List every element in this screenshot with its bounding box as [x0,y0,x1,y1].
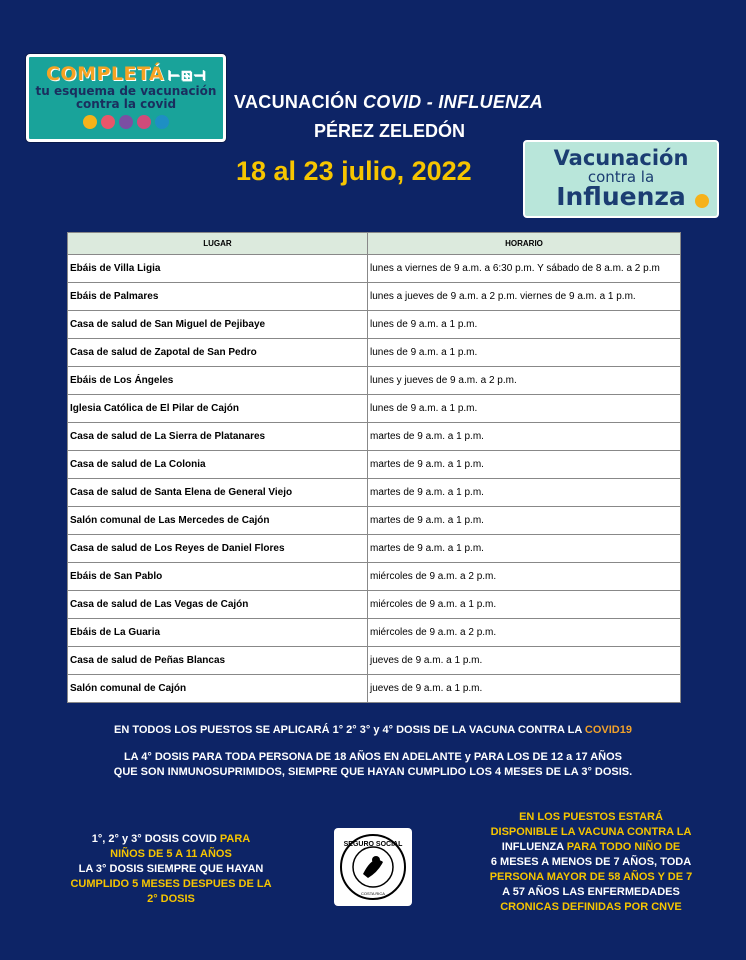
cell-lugar: Iglesia Católica de El Pilar de Cajón [68,395,368,423]
cell-lugar: Casa de salud de La Colonia [68,451,368,479]
cell-horario: lunes a jueves de 9 a.m. a 2 p.m. viernes de 9 a.m. a 1 p.m. [368,283,681,311]
header-horario: HORARIO [368,233,681,255]
badge-completa-line1: tu esquema de vacunación [35,84,217,98]
table-row [68,283,681,311]
svg-text:COSTA RICA: COSTA RICA [361,891,385,896]
cell-horario: lunes de 9 a.m. a 1 p.m. [368,395,681,423]
table-row [68,647,681,675]
cell-lugar: Salón comunal de Cajón [68,675,368,703]
note-doses: EN TODOS LOS PUESTOS SE APLICARÁ 1° 2° 3° y 4° DOSIS DE LA VACUNA CONTRA LA COVID19 [114,724,632,736]
table-row [68,535,681,563]
page-title-italic: COVID - INFLUENZA [362,92,544,112]
page-subtitle: PÉREZ ZELEDÓN [314,121,466,141]
cell-horario: jueves de 9 a.m. a 1 p.m. [368,647,681,675]
cell-lugar: Casa de salud de Las Vegas de Cajón [68,591,368,619]
table-row [68,255,681,283]
table-row [68,451,681,479]
badge-flu-line2: contra la [587,168,655,186]
person-icon [101,115,115,129]
header-lugar: LUGAR [68,233,368,255]
svg-text:SEGURO SOCIAL: SEGURO SOCIAL [343,841,403,848]
badge-flu-line3: Influenza [556,182,686,211]
table-row [68,395,681,423]
cell-lugar: Ebáis de La Guaria [68,619,368,647]
badge-completa-title: COMPLETÁ [45,63,165,85]
date-range: 18 al 23 julio, 2022 [236,156,472,186]
table-row [68,479,681,507]
syringe-circle-icon [155,115,169,129]
table-row [68,507,681,535]
syringe-icon: ⊢⊞⊣ [167,68,207,84]
children-dose-note: 1°, 2° y 3° DOSIS COVID PARA NIÑOS DE 5 A 11 AÑOS LA 3° DOSIS SIEMPRE QUE HAYAN CUMPLIDO 5 MESES DESPUES DE LA 2° DOSIS [70,833,272,905]
cell-lugar: Ebáis de Villa Ligia [68,255,368,283]
cell-lugar: Ebáis de Los Ángeles [68,367,368,395]
table-row [68,675,681,703]
cell-horario: miércoles de 9 a.m. a 2 p.m. [368,563,681,591]
sun-icon [695,194,709,208]
seguro-social-logo [334,828,412,906]
table-row [68,591,681,619]
cell-horario: martes de 9 a.m. a 1 p.m. [368,451,681,479]
table-header-row [68,233,681,255]
cell-horario: miércoles de 9 a.m. a 1 p.m. [368,591,681,619]
badge-completa-line2: contra la covid [75,97,177,111]
table-row [68,423,681,451]
cell-horario: jueves de 9 a.m. a 1 p.m. [368,675,681,703]
cell-horario: lunes de 9 a.m. a 1 p.m. [368,311,681,339]
completa-badge [26,54,226,142]
sun-icon [83,115,97,129]
badge-icons [29,115,223,129]
cell-lugar: Casa de salud de San Miguel de Pejibaye [68,311,368,339]
page-title: VACUNACIÓN COVID - INFLUENZA [234,92,544,112]
cell-lugar: Ebáis de San Pablo [68,563,368,591]
cell-horario: martes de 9 a.m. a 1 p.m. [368,507,681,535]
note-covid-highlight: COVID19 [584,724,632,736]
cell-horario: lunes y jueves de 9 a.m. a 2 p.m. [368,367,681,395]
table-row [68,367,681,395]
vial-icon [137,115,151,129]
cell-horario: martes de 9 a.m. a 1 p.m. [368,423,681,451]
cell-horario: lunes a viernes de 9 a.m. a 6:30 p.m. Y sábado de 8 a.m. a 2 p.m [368,255,681,283]
cell-horario: miércoles de 9 a.m. a 2 p.m. [368,619,681,647]
cell-lugar: Casa de salud de Santa Elena de General Viejo [68,479,368,507]
group-icon [119,115,133,129]
table-row [68,619,681,647]
schedule-table [67,232,681,703]
badge-flu-line1: Vacunación [553,146,689,170]
cell-lugar: Salón comunal de Las Mercedes de Cajón [68,507,368,535]
note-fourth-dose: LA 4° DOSIS PARA TODA PERSONA DE 18 AÑOS EN ADELANTE y PARA LOS DE 12 a 17 AÑOS QUE SON INMUNOSUPRIMIDOS, SIEMPRE QUE HAYAN CUMPLIDO LOS 4 MESES DE LA 3° DOSIS. [113,751,633,778]
cell-lugar: Casa de salud de Peñas Blancas [68,647,368,675]
influenza-availability-note: EN LOS PUESTOS ESTARÁ DISPONIBLE LA VACUNA CONTRA LA INFLUENZA PARA TODO NIÑO DE 6 MESES A MENOS DE 7 AÑOS, TODA PERSONA MAYOR DE 58 AÑOS Y DE 7 A 57 AÑOS LAS ENFERMEDADES CRONICAS DEFINIDAS POR CNVE [489,811,693,913]
cell-horario: lunes de 9 a.m. a 1 p.m. [368,339,681,367]
cell-horario: martes de 9 a.m. a 1 p.m. [368,535,681,563]
cell-lugar: Ebáis de Palmares [68,283,368,311]
table-row [68,563,681,591]
cell-horario: martes de 9 a.m. a 1 p.m. [368,479,681,507]
cell-lugar: Casa de salud de Zapotal de San Pedro [68,339,368,367]
cell-lugar: Casa de salud de La Sierra de Platanares [68,423,368,451]
table-row [68,339,681,367]
cell-lugar: Casa de salud de Los Reyes de Daniel Flores [68,535,368,563]
influenza-badge [523,140,719,218]
table-row [68,311,681,339]
